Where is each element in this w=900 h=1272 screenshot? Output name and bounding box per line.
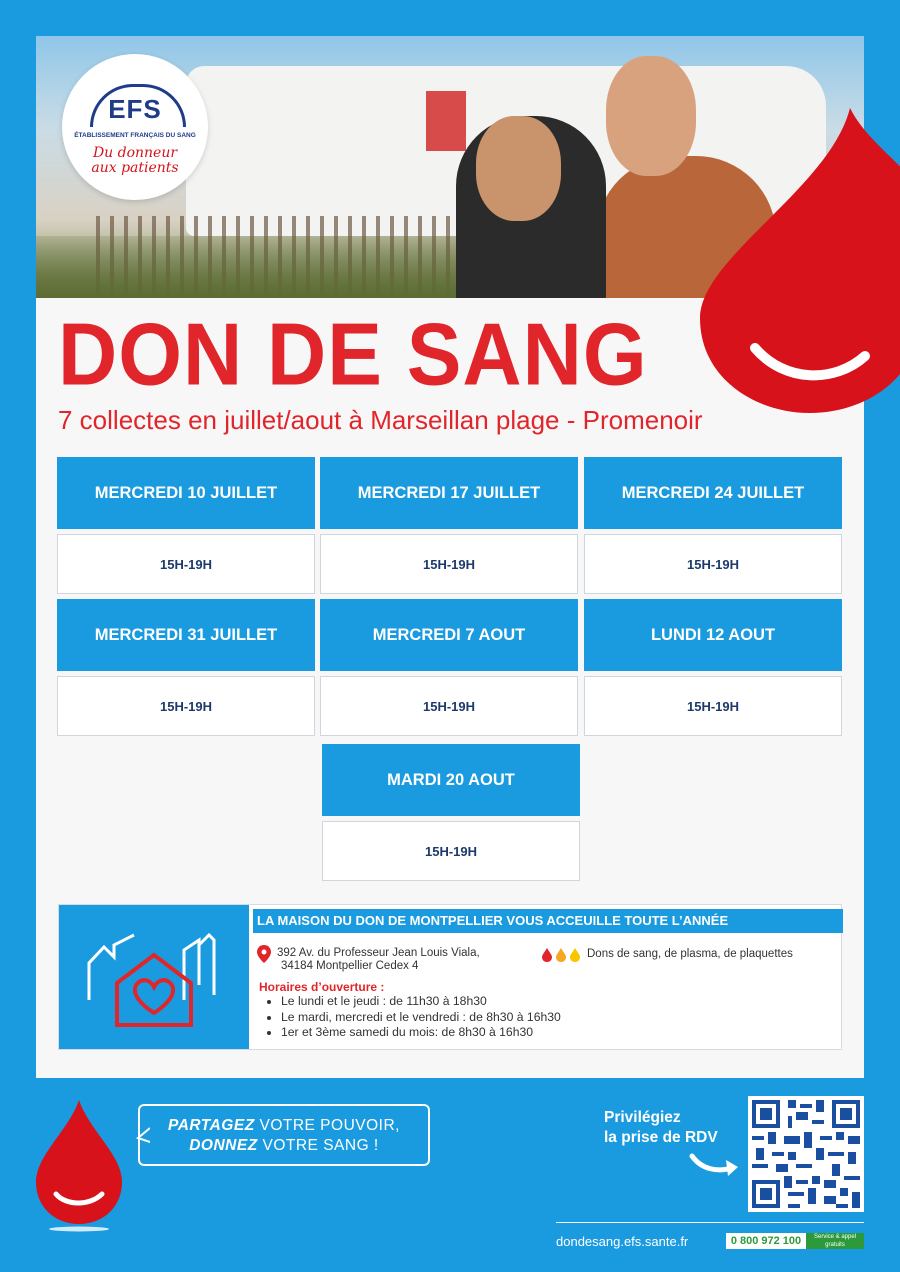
blood-drop-icon bbox=[700, 108, 900, 418]
drops-icon bbox=[541, 948, 583, 962]
collecte-hours: 15H-19H bbox=[320, 676, 578, 736]
collecte-hours: 15H-19H bbox=[584, 534, 842, 594]
phone-tag: Service & appel gratuits bbox=[806, 1233, 864, 1249]
collecte-date: MERCREDI 7 AOUT bbox=[320, 599, 578, 671]
page-subtitle: 7 collectes en juillet/aout à Marseillan plage - Promenoir bbox=[58, 405, 703, 435]
collecte-date: LUNDI 12 AOUT bbox=[584, 599, 842, 671]
collecte-date: MERCREDI 10 JUILLET bbox=[57, 457, 315, 529]
collecte-hours: 15H-19H bbox=[322, 821, 580, 881]
maison-address: 392 Av. du Professeur Jean Louis Viala, 34184 Montpellier Cedex 4 bbox=[277, 947, 480, 972]
hours-item: • Le mardi, mercredi et le vendredi : de 8h30 à 16h30 bbox=[281, 1010, 561, 1026]
collecte-date: MERCREDI 24 JUILLET bbox=[584, 457, 842, 529]
website-link[interactable]: dondesang.efs.sante.fr bbox=[556, 1234, 689, 1249]
collecte-date: MARDI 20 AOUT bbox=[322, 744, 580, 816]
rdv-text: Privilégiez la prise de RDV bbox=[604, 1109, 718, 1146]
house-heart-icon bbox=[59, 905, 249, 1049]
collecte-hours: 15H-19H bbox=[584, 676, 842, 736]
hours-list bbox=[263, 994, 561, 1041]
footer-divider bbox=[556, 1222, 864, 1223]
page-title: DON DE SANG bbox=[58, 305, 648, 404]
dons-types: Dons de sang, de plasma, de plaquettes bbox=[587, 948, 793, 960]
collecte-hours: 15H-19H bbox=[57, 676, 315, 736]
collecte-date: MERCREDI 17 JUILLET bbox=[320, 457, 578, 529]
curved-arrow-icon bbox=[688, 1150, 744, 1180]
collecte-hours: 15H-19H bbox=[320, 534, 578, 594]
efs-logo bbox=[62, 54, 208, 200]
logo-subtitle: ÉTABLISSEMENT FRANÇAIS DU SANG bbox=[74, 132, 196, 139]
hours-item: • 1er et 3ème samedi du mois: de 8h30 à 16h30 bbox=[281, 1025, 561, 1041]
phone-number[interactable]: 0 800 972 100 bbox=[726, 1233, 806, 1249]
logo-name: EFS bbox=[108, 94, 162, 124]
collecte-hours: 15H-19H bbox=[57, 534, 315, 594]
hours-title: Horaires d’ouverture : bbox=[259, 980, 385, 994]
qr-code[interactable] bbox=[748, 1096, 864, 1212]
maison-illustration bbox=[59, 905, 249, 1049]
maison-heading: LA MAISON DU DON DE MONTPELLIER VOUS ACCEUILLE TOUTE L’ANNÉE bbox=[253, 909, 843, 933]
slogan-bubble: PARTAGEZ VOTRE POUVOIR, DONNEZ VOTRE SANG ! bbox=[138, 1104, 430, 1166]
location-pin-icon bbox=[257, 945, 271, 963]
maison-du-don-panel bbox=[58, 904, 842, 1050]
hours-item: • Le lundi et le jeudi : de 11h30 à 18h30 bbox=[281, 994, 561, 1010]
qr-code-icon bbox=[748, 1096, 864, 1212]
blood-drop-icon bbox=[34, 1100, 124, 1232]
collecte-date: MERCREDI 31 JUILLET bbox=[57, 599, 315, 671]
logo-tagline: Du donneur aux patients bbox=[91, 145, 179, 176]
